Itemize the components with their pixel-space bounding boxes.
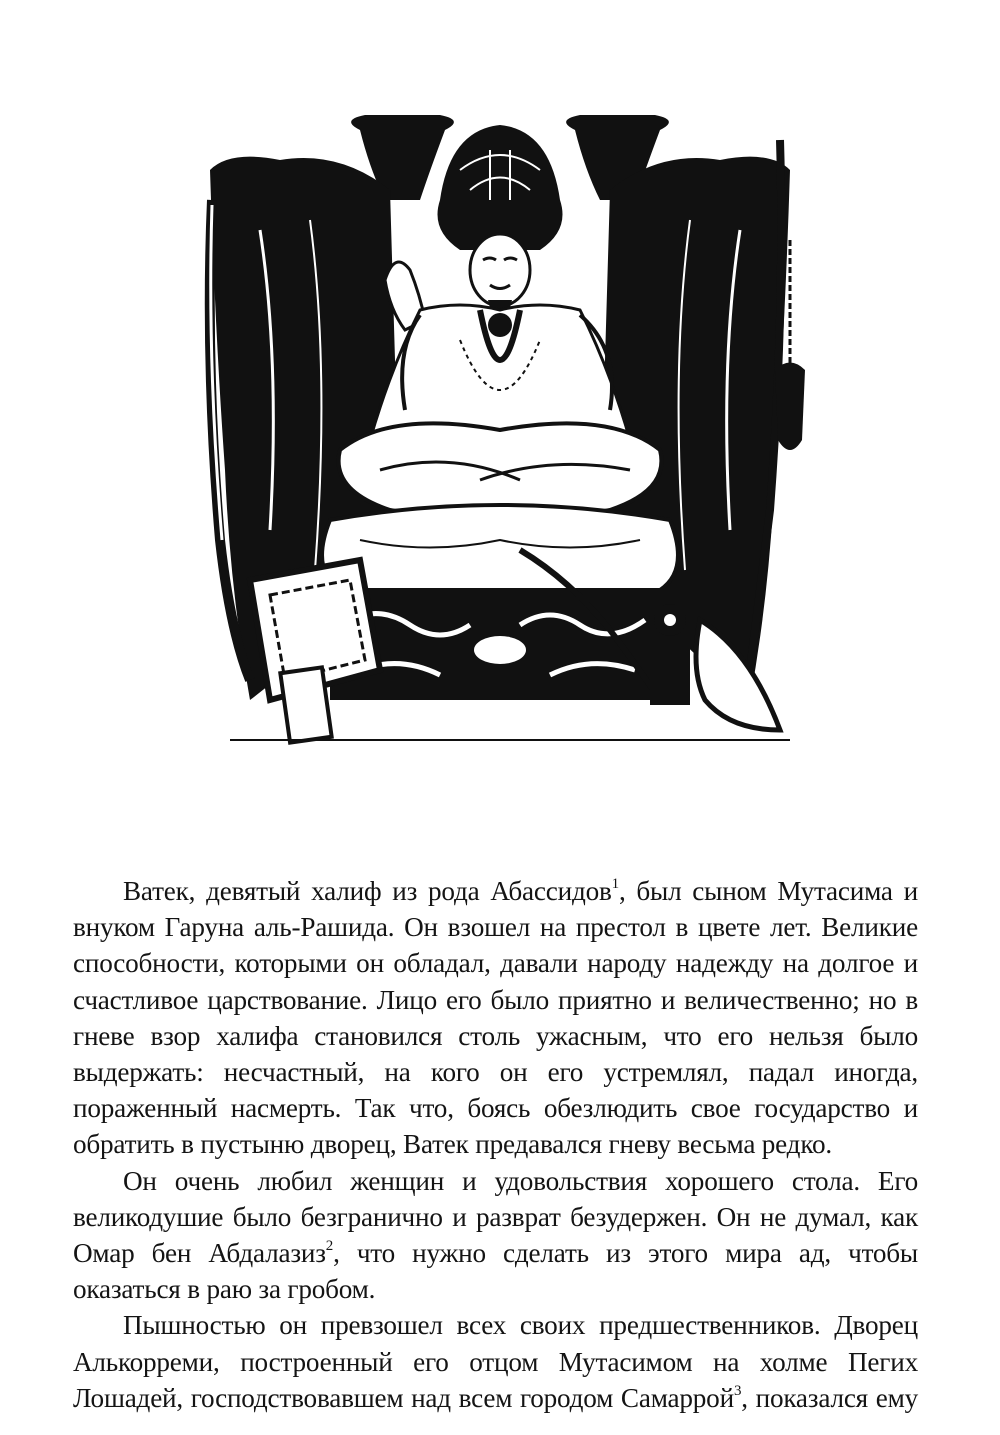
- headdress: [438, 125, 563, 250]
- pendant: [488, 313, 512, 337]
- caliph-illustration: [190, 110, 810, 770]
- footnote-ref[interactable]: 2: [325, 1238, 334, 1255]
- paragraph: Пышностью он превзошел всех своих предшественников. Дворец Алькорреми, построенный его отцом Мутасимом на холме Пегих Лошадей, господствовавшем над всем городом Самаррой$^3$, показался ему: [73, 1310, 918, 1413]
- cushion: [322, 505, 678, 590]
- caliph-engraving: [190, 110, 810, 770]
- paragraph: Он очень любил женщин и удовольствия хорошего стола. Его великодушие было безгранично и разврат безудержен. Он не думал, как Омар бен Абдалазиз$^2$, что нужно сделать из этого мира ад, чтобы оказаться в раю за гробом.: [73, 1165, 918, 1305]
- body-text: [73, 873, 918, 1416]
- footnote-ref[interactable]: 3: [733, 1382, 742, 1399]
- hanging-tassel: [775, 363, 805, 451]
- lantern: [650, 625, 690, 705]
- footnote-ref[interactable]: 1: [611, 876, 619, 892]
- caliph-face: [470, 234, 530, 306]
- paragraph: Ватек, девятый халиф из рода Абассидов$^1$, был сыном Мутасима и внуком Гаруна аль-Рашида. Он взошел на престол в цвете лет. Великие способности, которыми он обладал, давали народу надежду на долгое и счастливое царствование. Лицо его было приятно и величественно; но в гневе взор халифа становился столь ужасным, что его нельзя было выдержать: несчастный, на кого он его устремлял, падал иногда, пораженный насмерть. Так что, боясь обезлюдить свое государство и обратить в пустыню дворец, Ватек предавался гневу весьма редко.: [73, 876, 918, 1160]
- small-card: [280, 667, 331, 742]
